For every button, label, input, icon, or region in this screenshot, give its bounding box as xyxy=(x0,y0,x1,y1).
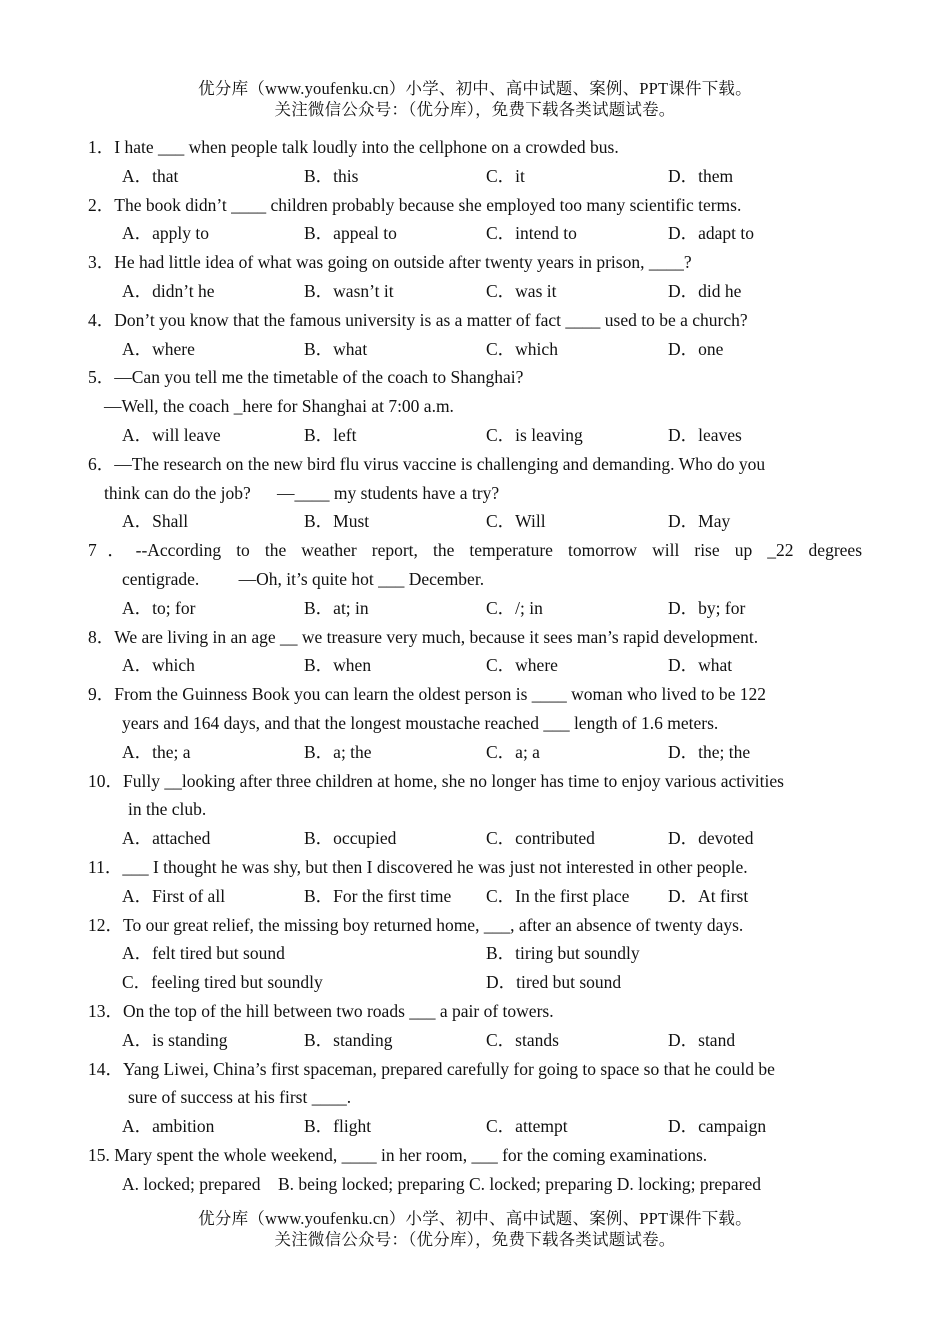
options-row xyxy=(88,968,862,997)
options-row xyxy=(88,882,862,911)
footer-line-2: 关注微信公众号：（优分库），免费下载各类试题试卷。 xyxy=(274,1230,676,1249)
question-stem: 13．On the top of the hill between two roads ___ a pair of towers. xyxy=(88,1000,554,1021)
question-13 xyxy=(88,997,862,1055)
option-a: A．First of all xyxy=(122,885,226,906)
option-d: D．May xyxy=(668,511,731,532)
question-2 xyxy=(88,191,862,249)
option-c: C．contributed xyxy=(486,828,595,849)
options-row xyxy=(88,421,862,450)
option-c: C．/; in xyxy=(486,597,543,618)
question-list xyxy=(88,133,862,1198)
option-c: C．attempt xyxy=(486,1116,568,1137)
option-b: B．standing xyxy=(304,1029,393,1050)
question-12 xyxy=(88,911,862,997)
question-stem-continued: think can do the job? —____ my students have a try? xyxy=(104,482,500,503)
option-b: B．flight xyxy=(304,1116,372,1137)
question-3 xyxy=(88,248,862,306)
question-stem: 4．Don’t you know that the famous university is as a matter of fact ____ used to be a church? xyxy=(88,309,748,330)
option-c: C．intend to xyxy=(486,223,577,244)
option-b: B．wasn’t it xyxy=(304,280,394,301)
option-b: B．what xyxy=(304,338,368,359)
question-14 xyxy=(88,1055,862,1141)
page-header xyxy=(0,78,950,120)
option-d: D．them xyxy=(668,165,734,186)
option-b: B．Must xyxy=(304,511,370,532)
question-stem: 15. Mary spent the whole weekend, ____ in her room, ___ for the coming examinations. xyxy=(88,1144,708,1165)
option-a: A．to; for xyxy=(122,597,196,618)
option-d: D．adapt to xyxy=(668,223,755,244)
option-d: D．tired but sound xyxy=(486,972,622,993)
question-stem: 5．—Can you tell me the timetable of the coach to Shanghai? xyxy=(88,367,524,388)
question-stem: 9．From the Guinness Book you can learn the oldest person is ____ woman who lived to be 122 xyxy=(88,684,767,705)
question-stem: 8．We are living in an age __ we treasure very much, because it sees man’s rapid development. xyxy=(88,626,759,647)
question-11 xyxy=(88,853,862,911)
option-c: C．was it xyxy=(486,280,557,301)
option-d: D．the; the xyxy=(668,741,751,762)
options-row xyxy=(88,335,862,364)
option-a: A．is standing xyxy=(122,1029,228,1050)
options-row xyxy=(88,277,862,306)
option-a: A．which xyxy=(122,655,195,676)
options-row xyxy=(88,1112,862,1141)
question-stem: 1．I hate ___ when people talk loudly into the cellphone on a crowded bus. xyxy=(88,137,619,157)
option-c: C．feeling tired but soundly xyxy=(122,972,323,993)
option-d: D．campaign xyxy=(668,1116,767,1137)
option-a: A．felt tired but sound xyxy=(122,943,285,964)
question-stem: 2．The book didn’t ____ children probably because she employed too many scientific terms. xyxy=(88,194,742,215)
option-a: A．didn’t he xyxy=(122,280,215,301)
option-d: D．what xyxy=(668,655,733,676)
question-stem-continued: in the club. xyxy=(128,799,207,820)
option-a: A．where xyxy=(122,338,195,359)
question-stem: 6．—The research on the new bird flu virus vaccine is challenging and demanding. Who do you xyxy=(88,453,766,474)
options-row xyxy=(88,824,862,853)
options-row xyxy=(88,219,862,248)
question-stem-continued: sure of success at his first ____. xyxy=(128,1087,352,1108)
option-a: A．Shall xyxy=(122,511,189,532)
option-b: B．tiring but soundly xyxy=(486,943,640,964)
option-b: B．a; the xyxy=(304,741,372,762)
options-row xyxy=(88,1026,862,1055)
option-c: C．a; a xyxy=(486,741,540,762)
option-b: B．appeal to xyxy=(304,223,397,244)
footer-line-1: 优分库（www.youfenku.cn）小学、初中、高中试题、案例、PPT课件下载。 xyxy=(198,1209,752,1228)
option-d: D．leaves xyxy=(668,424,742,445)
question-stem-continued: years and 164 days, and that the longest moustache reached ___ length of 1.6 meters. xyxy=(122,712,719,733)
options-row: A. locked; prepared B. being locked; preparing C. locked; preparing D. locking; prepared xyxy=(122,1173,762,1194)
options-row xyxy=(88,507,862,536)
option-c: C．which xyxy=(486,338,558,359)
options-row xyxy=(88,939,862,968)
question-stem-continued: centigrade. —Oh, it’s quite hot ___ December. xyxy=(122,568,485,589)
options-row xyxy=(88,594,862,623)
option-d: D．one xyxy=(668,338,724,359)
question-1 xyxy=(88,133,862,191)
option-b: B．left xyxy=(304,424,357,445)
question-9 xyxy=(88,680,862,766)
question-7 xyxy=(88,536,862,622)
option-c: C．In the first place xyxy=(486,885,630,906)
question-stem: 3．He had little idea of what was going on outside after twenty years in prison, ____? xyxy=(88,252,692,273)
option-a: A．apply to xyxy=(122,223,210,244)
option-d: D．did he xyxy=(668,280,742,301)
question-stem: 12．To our great relief, the missing boy returned home, ___, after an absence of twenty days. xyxy=(88,914,744,935)
question-4 xyxy=(88,306,862,364)
option-d: D．by; for xyxy=(668,597,746,618)
option-c: C．stands xyxy=(486,1029,559,1050)
question-stem-continued: —Well, the coach _here for Shanghai at 7:00 a.m. xyxy=(104,396,454,417)
question-8 xyxy=(88,623,862,681)
option-c: C．Will xyxy=(486,511,546,532)
option-c: C．where xyxy=(486,655,558,676)
question-6 xyxy=(88,450,862,536)
option-b: B．For the first time xyxy=(304,885,452,906)
option-a: A．ambition xyxy=(122,1116,215,1137)
option-c: C．it xyxy=(486,165,525,186)
question-stem: 11．___ I thought he was shy, but then I discovered he was just not interested in other people. xyxy=(88,856,748,877)
option-b: B．at; in xyxy=(304,597,369,618)
options-row xyxy=(88,651,862,680)
option-a: A．will leave xyxy=(122,424,221,445)
option-a: A．attached xyxy=(122,828,211,849)
page-footer xyxy=(0,1208,950,1250)
question-stem: 10．Fully __looking after three children at home, she no longer has time to enjoy various activities xyxy=(88,770,784,791)
option-a: A．that xyxy=(122,165,179,186)
option-b: B．when xyxy=(304,655,372,676)
question-5 xyxy=(88,363,862,449)
option-d: D．stand xyxy=(668,1029,736,1050)
question-10 xyxy=(88,767,862,853)
header-line-2: 关注微信公众号：（优分库），免费下载各类试题试卷。 xyxy=(274,100,676,119)
option-c: C．is leaving xyxy=(486,424,583,445)
options-row xyxy=(88,738,862,767)
options-row xyxy=(88,162,862,191)
question-stem: 14．Yang Liwei, China’s first spaceman, prepared carefully for going to space so that he could be xyxy=(88,1058,775,1079)
question-15 xyxy=(88,1141,862,1199)
option-b: B．occupied xyxy=(304,828,397,849)
option-d: D．At first xyxy=(668,885,749,906)
option-d: D．devoted xyxy=(668,828,754,849)
option-a: A．the; a xyxy=(122,741,191,762)
option-b: B．this xyxy=(304,165,359,186)
header-line-1: 优分库（www.youfenku.cn）小学、初中、高中试题、案例、PPT课件下载。 xyxy=(198,79,752,98)
question-stem: 7．--According to the weather report, the temperature tomorrow will rise up _22 degrees xyxy=(88,540,862,561)
